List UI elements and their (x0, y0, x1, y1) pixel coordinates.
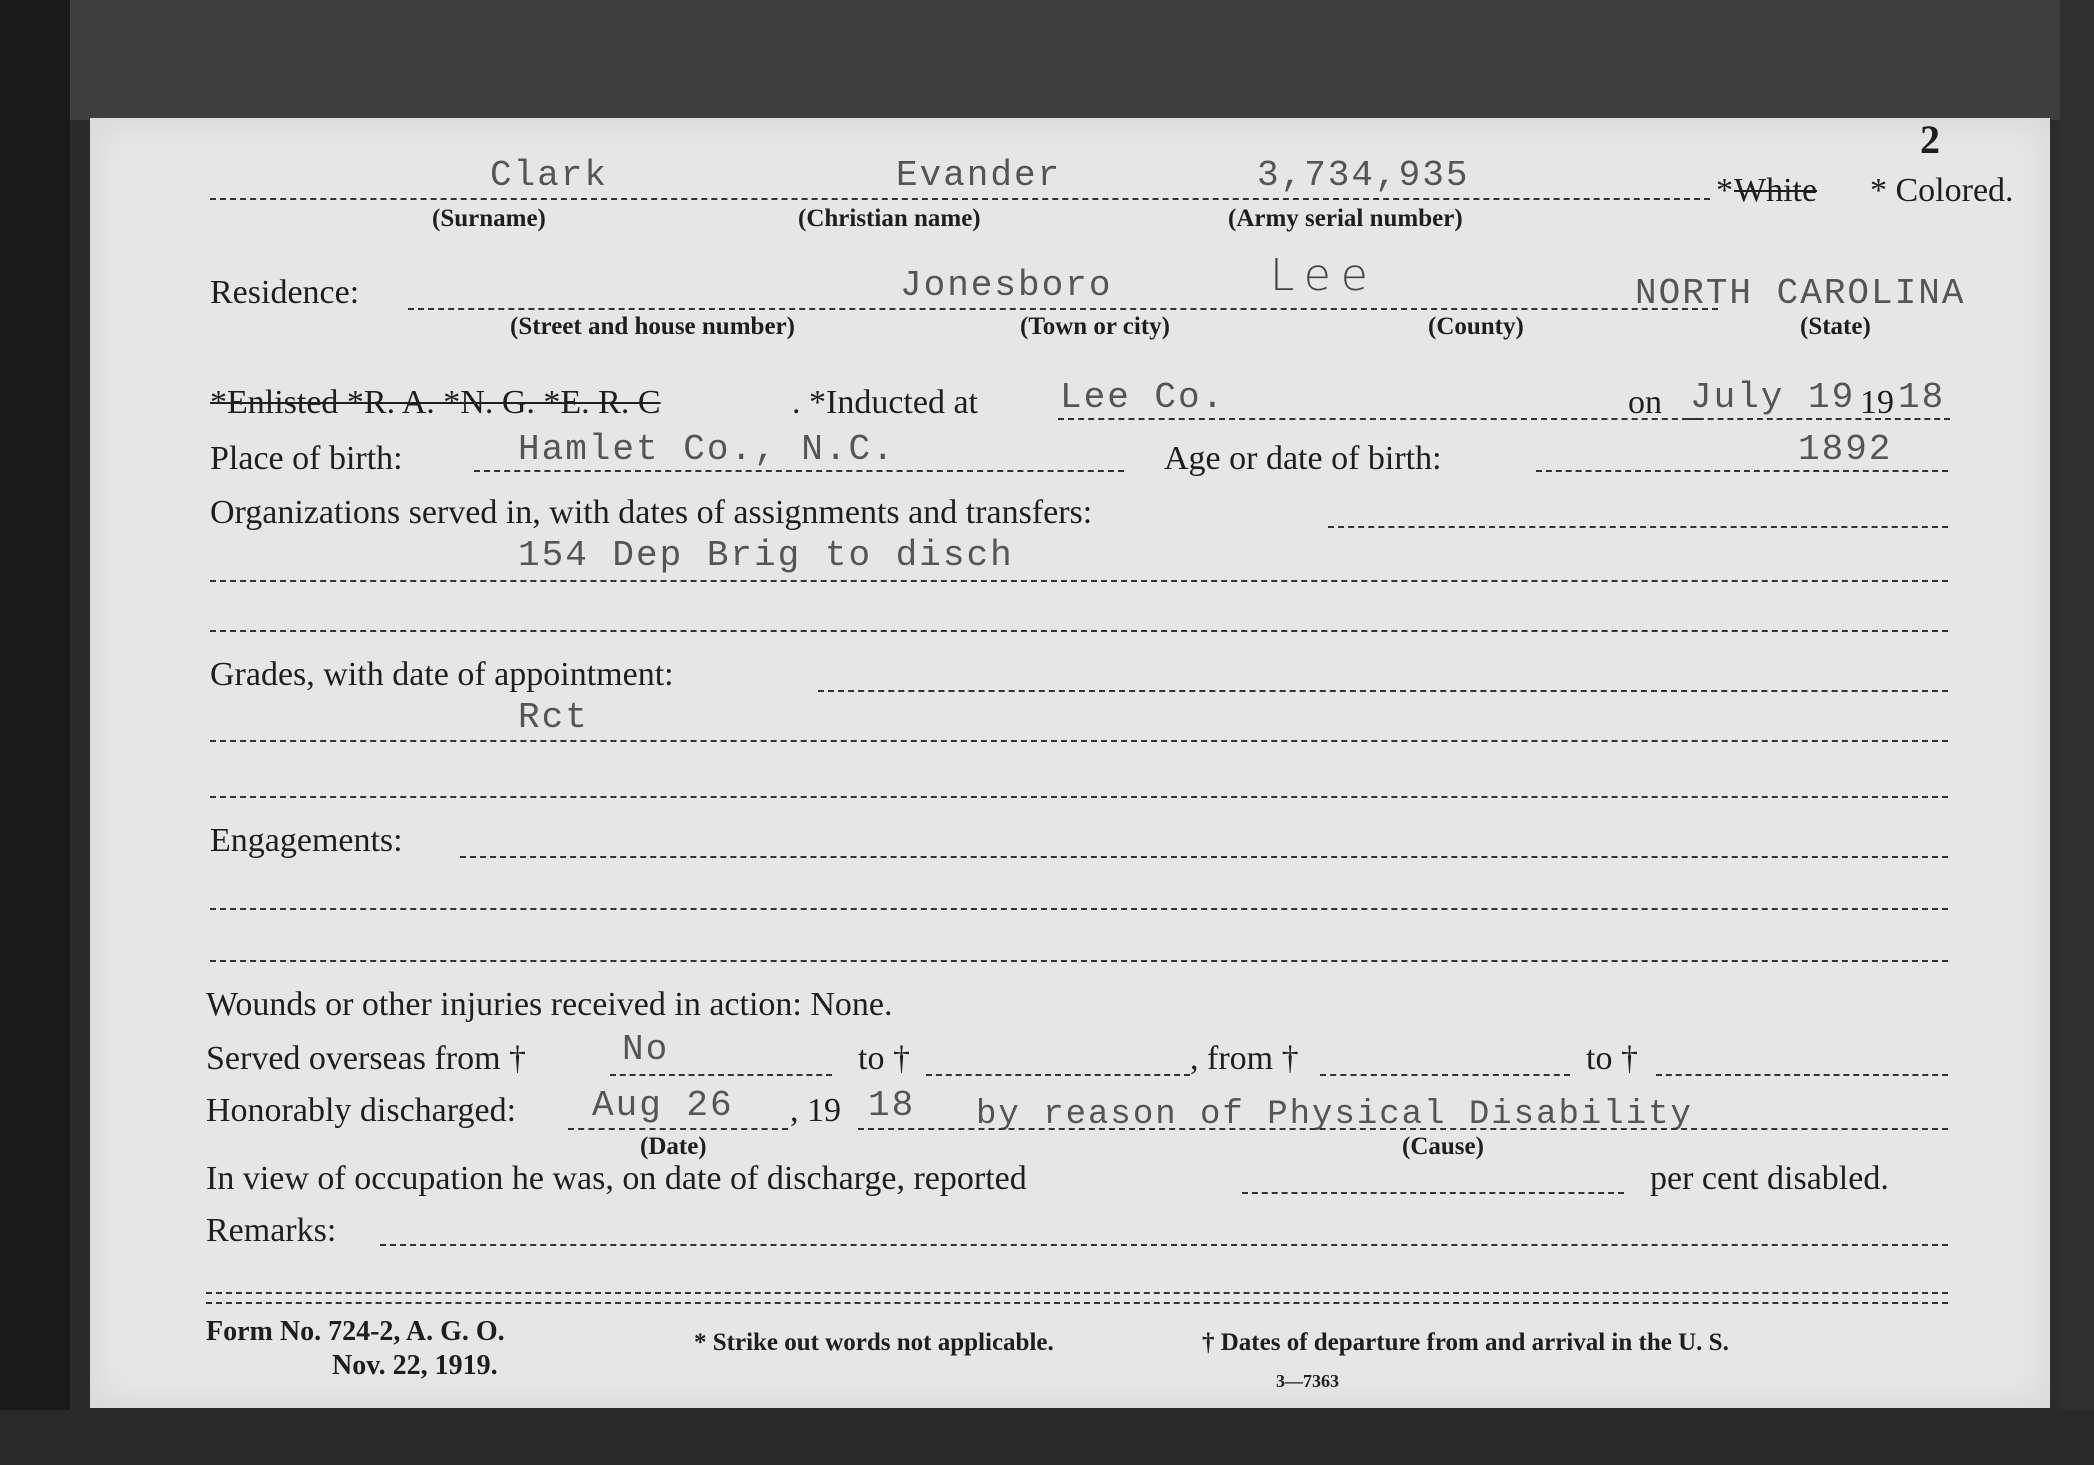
grades-label: Grades, with date of appointment: (210, 656, 674, 693)
organizations-line-3 (210, 630, 1948, 632)
race-asterisk: * (1716, 172, 1733, 209)
overseas-label: Served overseas from † (206, 1040, 527, 1077)
discharge-year: 18 (868, 1085, 916, 1126)
christian-name-value: Evander (896, 155, 1062, 196)
serial-number-value: 3,734,935 (1257, 155, 1470, 196)
disability-line (1242, 1192, 1624, 1194)
overseas-from-value: No (622, 1029, 670, 1070)
induction-year-prefix: 19 (1860, 384, 1894, 421)
inducted-label: . *Inducted at (792, 384, 978, 421)
discharge-date: Aug 26 (592, 1085, 734, 1126)
place-of-birth-value: Hamlet Co., N.C. (518, 429, 896, 470)
residence-label: Residence: (210, 274, 360, 311)
discharge-date-line (568, 1128, 788, 1130)
residence-state: NORTH CAROLINA (1635, 273, 1966, 314)
organizations-line-2 (210, 580, 1948, 582)
caption-cause: (Cause) (1402, 1133, 1484, 1160)
scan-background-bottom (0, 1410, 2094, 1465)
surname-value: Clark (490, 155, 609, 196)
caption-serial: (Army serial number) (1228, 205, 1463, 232)
induction-date: July 19 (1690, 377, 1856, 418)
footnote-dates: † Dates of departure from and arrival in the U. S. (1202, 1329, 1729, 1356)
grades-line-3 (210, 796, 1948, 798)
caption-street: (Street and house number) (510, 313, 795, 340)
residence-county: Lee (1270, 250, 1378, 301)
remarks-line-3 (206, 1302, 1948, 1304)
grades-value: Rct (518, 697, 589, 738)
scan-background-top (70, 0, 2094, 120)
footnote-strike: * Strike out words not applicable. (694, 1329, 1054, 1356)
discharge-label: Honorably discharged: (206, 1092, 517, 1129)
page-number: 2 (1920, 117, 1940, 162)
caption-town: (Town or city) (1020, 313, 1170, 340)
place-of-birth-line (474, 470, 1124, 472)
caption-date: (Date) (640, 1133, 707, 1160)
overseas-to-line-1 (926, 1074, 1190, 1076)
grades-line-1 (818, 690, 1948, 692)
organizations-value: 154 Dep Brig to disch (518, 535, 1014, 576)
induction-date-line (1688, 418, 1950, 420)
overseas-from-line (610, 1074, 832, 1076)
engagements-line-3 (210, 960, 1948, 962)
form-date: Nov. 22, 1919. (332, 1350, 498, 1381)
organizations-line-1 (1328, 526, 1948, 528)
row1-line (210, 198, 1710, 200)
service-record-card (90, 118, 2050, 1408)
wounds-text: Wounds or other injuries received in action: None. (206, 986, 893, 1023)
caption-state: (State) (1800, 313, 1871, 340)
organizations-label: Organizations served in, with dates of assignments and transfers: (210, 494, 1093, 531)
disability-suffix: per cent disabled. (1650, 1160, 1889, 1197)
engagements-line-1 (460, 856, 1948, 858)
engagements-label: Engagements: (210, 822, 403, 859)
remarks-line-2 (206, 1292, 1948, 1294)
race-colored: * Colored. (1870, 172, 2014, 209)
form-number: Form No. 724-2, A. G. O. (206, 1316, 505, 1347)
overseas-from-line-2 (1320, 1074, 1570, 1076)
discharge-year-prefix: , 19 (790, 1092, 841, 1129)
residence-line (408, 308, 1718, 310)
caption-surname: (Surname) (432, 205, 546, 232)
remarks-line-1 (380, 1244, 1948, 1246)
age-label: Age or date of birth: (1164, 440, 1442, 477)
remarks-label: Remarks: (206, 1212, 337, 1249)
disability-label: In view of occupation he was, on date of discharge, reported (206, 1160, 1027, 1197)
engagements-line-2 (210, 908, 1948, 910)
age-value: 1892 (1798, 429, 1893, 470)
scan-background-right (2060, 0, 2094, 1465)
induction-year: 18 (1898, 377, 1946, 418)
enlisted-options: *Enlisted *R. A. *N. G. *E. R. C (210, 384, 661, 421)
inducted-line (1058, 418, 1698, 420)
overseas-to-label-2: to † (1586, 1040, 1638, 1077)
discharge-reason-line (858, 1128, 1948, 1130)
caption-county: (County) (1428, 313, 1524, 340)
print-code: 3—7363 (1276, 1371, 1339, 1391)
overseas-to-line-2 (1656, 1074, 1948, 1076)
age-line (1536, 470, 1948, 472)
residence-town: Jonesboro (900, 265, 1113, 306)
place-of-birth-label: Place of birth: (210, 440, 403, 477)
overseas-to-label-1: to † (858, 1040, 910, 1077)
inducted-place: Lee Co. (1060, 377, 1226, 418)
scan-background-left (0, 0, 70, 1465)
race-white: White (1734, 172, 1818, 209)
discharge-reason: by reason of Physical Disability (976, 1096, 1693, 1134)
overseas-from-label-2: , from † (1190, 1040, 1299, 1077)
on-label: on (1628, 384, 1662, 421)
caption-christian-name: (Christian name) (798, 205, 981, 232)
grades-line-2 (210, 740, 1948, 742)
